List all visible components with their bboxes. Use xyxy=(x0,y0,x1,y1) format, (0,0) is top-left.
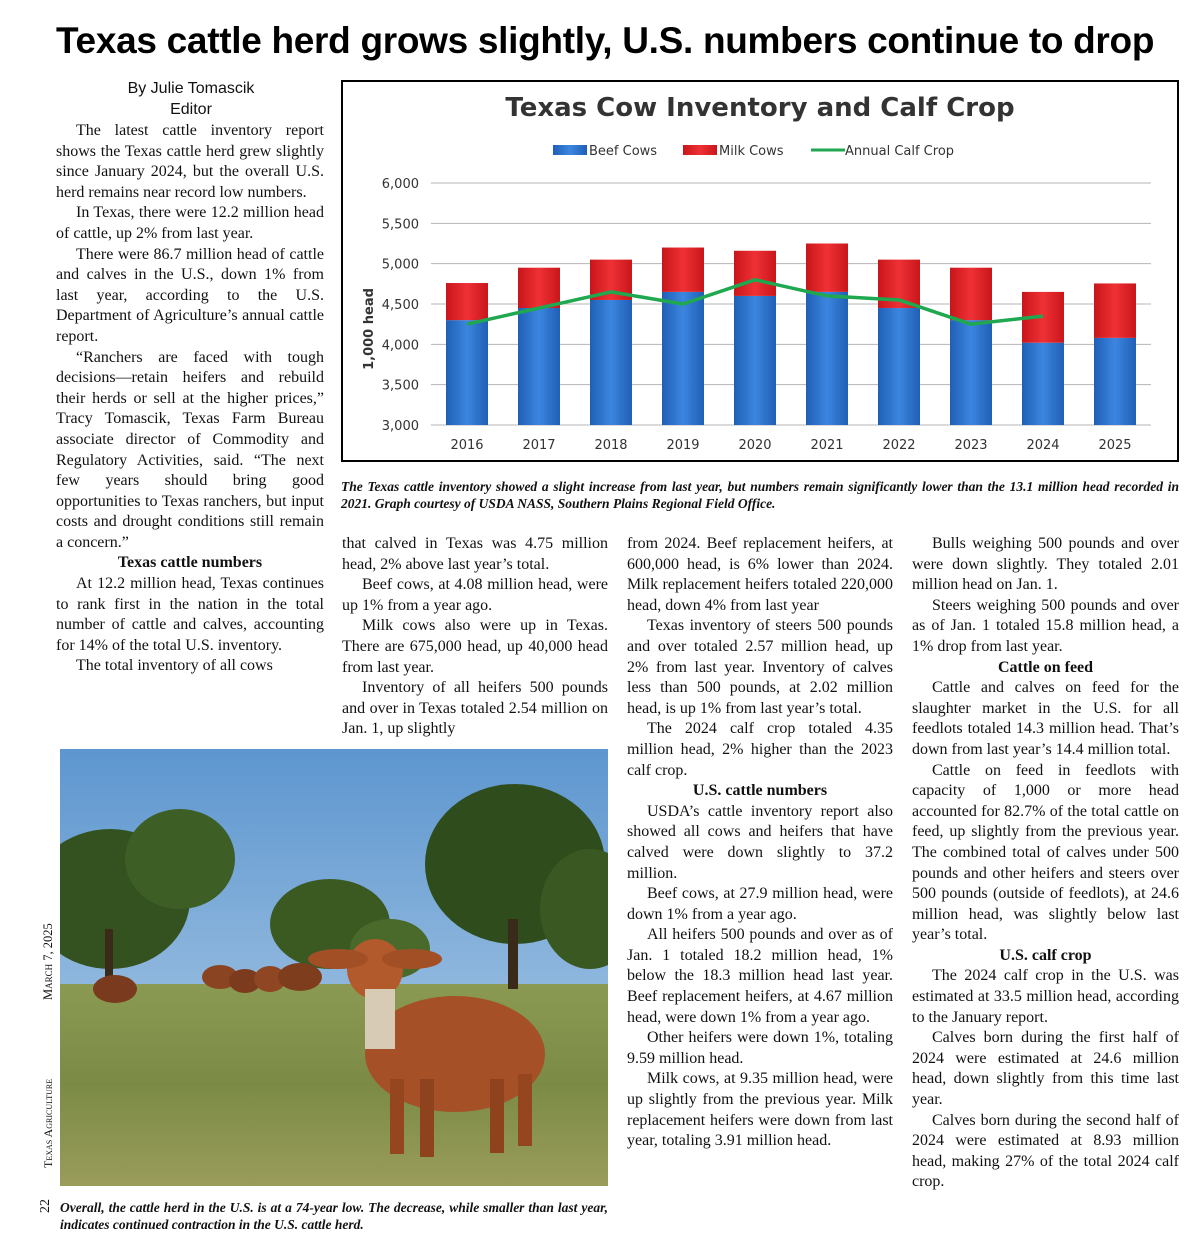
paragraph: from 2024. Beef replacement heifers, at 600,000 head, is 6% lower than 2024. Milk replacement heifers totaled 220,000 head, down 4% from last year xyxy=(627,535,893,614)
byline-author: By Julie Tomascik xyxy=(127,80,255,97)
x-tick-label: 2016 xyxy=(450,438,484,453)
y-tick-label: 3,000 xyxy=(381,419,419,434)
bar-beef-2017 xyxy=(518,308,560,425)
paragraph: The 2024 calf crop totaled 4.35 million head, 2% higher than the 2023 calf crop. xyxy=(627,720,893,779)
paragraph: Other heifers were down 1%, totaling 9.59 million head. xyxy=(627,1029,893,1067)
section-heading: Texas cattle numbers xyxy=(117,554,263,572)
paragraph: USDA’s cattle inventory report also showed all cows and heifers that have calved were down slightly to 37.2 million. xyxy=(627,802,893,882)
bar-beef-2021 xyxy=(806,292,848,425)
paragraph: The latest cattle inventory report shows the Texas cattle herd grew slightly since January 2024, but the overall U.S. herd remains near record low numbers. xyxy=(56,122,324,201)
bar-milk-2016 xyxy=(446,283,488,320)
legend-calf-label: Annual Calf Crop xyxy=(845,144,955,159)
chart-frame xyxy=(341,80,1179,462)
paragraph: The total inventory of all cows xyxy=(76,657,273,675)
chart-title: Texas Cow Inventory and Calf Crop xyxy=(505,93,1015,123)
paragraph: Cattle on feed in feedlots with capacity of 1,000 or more head accounted for 82.7% of the total cattle on feed, up slightly from the previous year. The combined total of calves under 500 pounds and other heifers and steers over 500 pounds (outside of feedlots), at 24.6 million head, was slightly below last year’s total. xyxy=(912,761,1179,944)
x-tick-label: 2018 xyxy=(594,438,628,453)
cattle-photo xyxy=(60,749,608,1186)
y-tick-label: 4,000 xyxy=(381,338,419,354)
cow-inventory-chart xyxy=(343,82,1177,460)
section-heading: Cattle on feed xyxy=(997,658,1094,676)
paragraph: All heifers 500 pounds and over as of Jan. 1 totaled 18.2 million head, 1% below the 18.3 million head last year. Beef replacement heifers, at 4.67 million head, were down 1% from a year ago. xyxy=(627,926,893,1026)
article-column-3 xyxy=(627,534,893,1152)
article-column-2 xyxy=(342,534,608,740)
legend-milk-swatch xyxy=(683,145,717,155)
x-tick-label: 2021 xyxy=(810,438,844,453)
legend-beef-swatch xyxy=(553,145,587,155)
x-tick-label: 2024 xyxy=(1026,438,1060,453)
bar-beef-2024 xyxy=(1022,343,1064,425)
bar-milk-2025 xyxy=(1094,283,1136,337)
y-tick-label: 4,500 xyxy=(381,298,419,313)
bar-beef-2025 xyxy=(1094,338,1136,425)
bar-beef-2016 xyxy=(446,320,488,425)
paragraph: There were 86.7 million head of cattle and calves in the U.S., down 1% from last year, according to the U.S. Department of Agriculture’s annual cattle report. xyxy=(56,245,324,345)
legend-beef-label: Beef Cows xyxy=(589,144,658,159)
paragraph: At 12.2 million head, Texas continues to rank first in the nation in the total number of cattle and calves, accounting for 14% of the total U.S. inventory. xyxy=(56,575,324,654)
x-tick-label: 2020 xyxy=(738,438,772,453)
article-column-1 xyxy=(56,121,324,677)
paragraph: Inventory of all heifers 500 pounds and over in Texas totaled 2.54 million on Jan. 1, up slightly xyxy=(342,679,608,738)
y-tick-label: 6,000 xyxy=(381,177,419,192)
paragraph: Cattle and calves on feed for the slaughter market in the U.S. for all feedlots totaled 14.3 million head. That’s down from last year’s 14.4 million total. xyxy=(912,679,1179,758)
publication-name: Texas Agriculture xyxy=(41,1078,55,1168)
paragraph: Steers weighing 500 pounds and over as of Jan. 1 totaled 15.8 million head, a 1% drop from last year. xyxy=(912,596,1179,655)
paragraph: In Texas, there were 12.2 million head of cattle, up 2% from last year. xyxy=(56,204,324,242)
paragraph: Milk cows also were up in Texas. There are 675,000 head, up 40,000 head from last year. xyxy=(342,617,608,676)
x-tick-label: 2022 xyxy=(882,438,916,453)
paragraph: Beef cows, at 4.08 million head, were up 1% from a year ago. xyxy=(342,576,608,614)
photo-caption: Overall, the cattle herd in the U.S. is at a 74-year low. The decrease, while smaller than last year, indicates continued contraction in the U.S. cattle herd. xyxy=(60,1200,608,1232)
bar-milk-2021 xyxy=(806,244,848,292)
byline-role: Editor xyxy=(170,101,212,118)
chart-caption: The Texas cattle inventory showed a slight increase from last year, but numbers remain significantly lower than the 13.1 million head recorded in 2021. Graph courtesy of USDA NASS, Southern Plains Regional Field Office. xyxy=(341,479,1179,511)
bar-milk-2019 xyxy=(662,248,704,292)
paragraph: Beef cows, at 27.9 million head, were down 1% from a year ago. xyxy=(627,885,893,923)
legend-milk-label: Milk Cows xyxy=(719,144,784,159)
issue-date: March 7, 2025 xyxy=(41,923,55,1000)
paragraph: that calved in Texas was 4.75 million head, 2% above last year’s total. xyxy=(342,535,608,573)
bar-beef-2023 xyxy=(950,320,992,425)
bar-beef-2019 xyxy=(662,292,704,425)
bar-beef-2018 xyxy=(590,300,632,425)
paragraph: Calves born during the second half of 2024 were estimated at 8.93 million head, making 27% of the total 2024 calf crop. xyxy=(912,1111,1179,1191)
y-tick-label: 5,500 xyxy=(381,217,419,233)
article-column-4 xyxy=(912,534,1179,1193)
paragraph: Bulls weighing 500 pounds and over were down slightly. They totaled 2.01 million head on Jan. 1. xyxy=(912,535,1179,594)
section-heading: U.S. calf crop xyxy=(999,946,1092,964)
y-axis-label: 1,000 head xyxy=(362,288,377,370)
paragraph: Texas inventory of steers 500 pounds and over totaled 2.57 million head, up 2% from last year. Inventory of calves less than 500 pounds, at 2.02 million head, is up 1% from last year’s total. xyxy=(627,617,893,717)
bar-beef-2020 xyxy=(734,296,776,425)
y-tick-label: 3,500 xyxy=(381,378,419,394)
bar-milk-2017 xyxy=(518,268,560,308)
paragraph: The 2024 calf crop in the U.S. was estimated at 33.5 million head, according to the January report. xyxy=(912,967,1179,1026)
bar-beef-2022 xyxy=(878,308,920,425)
bar-milk-2020 xyxy=(734,251,776,296)
paragraph: Calves born during the first half of 2024 were estimated at 24.6 million head, down slightly from this time last year. xyxy=(912,1029,1179,1109)
page-number: 22 xyxy=(38,1199,53,1213)
headline: Texas cattle herd grows slightly, U.S. numbers continue to drop xyxy=(56,20,1155,61)
paragraph: Milk cows, at 9.35 million head, were up slightly from the previous year. Milk replacement heifers were down from last year, totaling 3.91 million head. xyxy=(627,1070,893,1150)
x-tick-label: 2025 xyxy=(1098,438,1132,453)
x-tick-label: 2023 xyxy=(954,438,988,453)
paragraph: “Ranchers are faced with tough decisions—retain heifers and rebuild their herds or sell at the higher prices,” Tracy Tomascik, Texas Farm Bureau associate director of Commodity and Regulatory Activities, said. “The next few years should bring good opportunities to Texas ranchers, but input costs and drought conditions still remain a concern.” xyxy=(56,348,324,551)
bar-milk-2023 xyxy=(950,268,992,320)
y-tick-label: 5,000 xyxy=(381,257,419,273)
x-tick-label: 2017 xyxy=(522,438,556,453)
x-tick-label: 2019 xyxy=(666,438,700,453)
section-heading: U.S. cattle numbers xyxy=(692,782,828,800)
